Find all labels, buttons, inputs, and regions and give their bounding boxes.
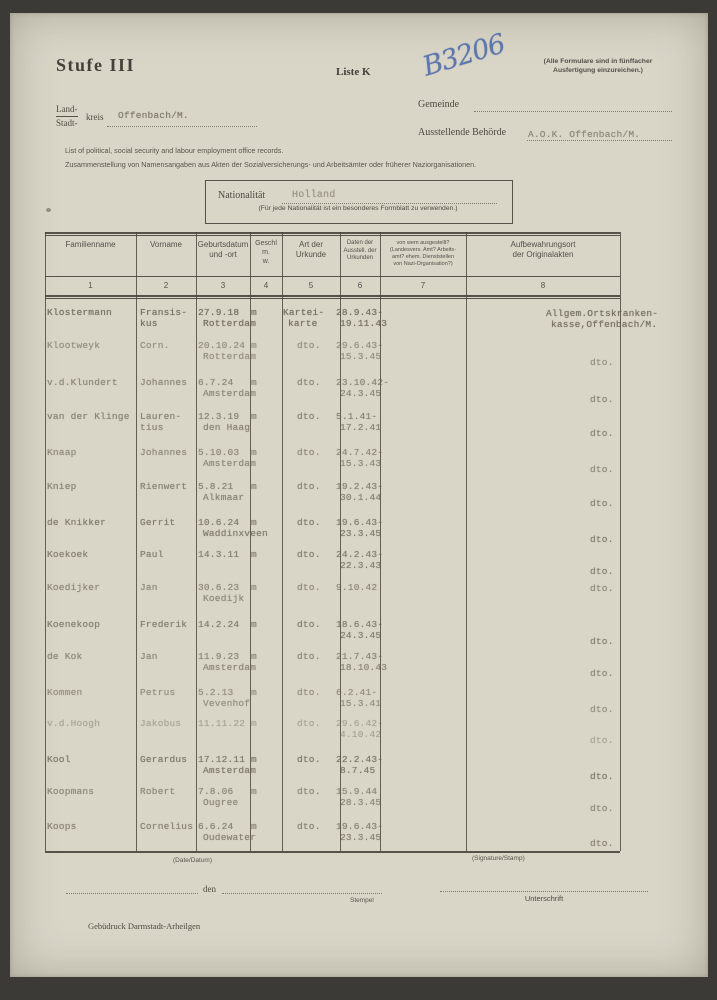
cell-art-der-urkunde: dto. — [297, 377, 321, 388]
cell-aufbewahrungsort: dto. — [590, 803, 614, 814]
gemeinde-label: Gemeinde — [418, 99, 460, 110]
cell-geschlecht: m — [251, 687, 257, 698]
cell-daten: 19.2.43- — [336, 481, 384, 492]
cell-geschlecht: m — [251, 582, 257, 593]
cell-geburtsdatum-ort: 11.9.23 — [198, 651, 240, 662]
cell-geburtsdatum-ort: 5.8.21 — [198, 481, 234, 492]
column-header: Aufbewahrungsort der Originalakten — [510, 240, 576, 259]
signature-line — [440, 890, 648, 892]
cell-geburtsdatum-ort: 12.3.19 — [198, 411, 240, 422]
den-label: den — [203, 884, 216, 894]
behoerde-typed-value: A.O.K. Offenbach/M. — [528, 129, 641, 140]
cell-art-der-urkunde: dto. — [297, 517, 321, 528]
cell-daten: 19.6.43- — [336, 517, 384, 528]
copies-note-line1: (Alle Formulare sind in fünffacher — [543, 58, 653, 65]
land-label: Land- — [56, 103, 78, 117]
cell-geschlecht: m — [251, 549, 257, 560]
cell-familienname: Koedijker — [47, 582, 101, 593]
cell-vorname: Jan — [140, 582, 158, 593]
cell-geburtsdatum-ort: 6.7.24 — [198, 377, 234, 388]
cell-art-der-urkunde: dto. — [297, 411, 321, 422]
cell-aufbewahrungsort: dto. — [590, 357, 614, 368]
cell-geburtsdatum-ort: Rotterdam — [203, 318, 257, 329]
cell-daten: 28.9.43- — [336, 307, 384, 318]
cell-geburtsdatum-ort: Vevenhof — [203, 698, 251, 709]
table-column-rule — [282, 232, 283, 851]
cell-daten: 24.7.42- — [336, 447, 384, 458]
cell-art-der-urkunde: dto. — [297, 718, 321, 729]
cell-familienname: Koops — [47, 821, 77, 832]
column-header: Art der Urkunde — [295, 240, 327, 259]
stempel-label: Stempel — [350, 897, 374, 904]
cell-vorname: kus — [140, 318, 158, 329]
cell-vorname: Gerardus — [140, 754, 188, 765]
printer-imprint: Gebüdruck Darmstadt-Arheilgen — [88, 921, 201, 931]
cell-art-der-urkunde: dto. — [297, 447, 321, 458]
cell-geburtsdatum-ort: Koedijk — [203, 593, 245, 604]
cell-art-der-urkunde: dto. — [297, 481, 321, 492]
cell-familienname: Koopmans — [47, 786, 95, 797]
cell-aufbewahrungsort: dto. — [590, 566, 614, 577]
cell-familienname: Kniep — [47, 481, 77, 492]
column-header: von wem ausgestellt? (Landesvers. Amt? Arbeits- amt? ehem. Dienststellen von Nazi-Organisation?) — [389, 240, 457, 267]
cell-aufbewahrungsort: Allgem.Ortskranken- — [546, 308, 659, 319]
cell-geschlecht: m — [251, 786, 257, 797]
cell-vorname: Gerrit — [140, 517, 176, 528]
cell-daten: 18.6.43- — [336, 619, 384, 630]
column-number: 7 — [420, 281, 426, 290]
cell-geschlecht: m — [251, 411, 257, 422]
cell-daten: 4.10.42 — [340, 729, 382, 740]
cell-familienname: Koenekoop — [47, 619, 101, 630]
column-header: Familienname — [65, 240, 116, 249]
table-column-rule — [196, 232, 197, 851]
cell-aufbewahrungsort: dto. — [590, 498, 614, 509]
cell-art-der-urkunde: karte — [288, 318, 318, 329]
cell-daten: 29.6.43- — [336, 340, 384, 351]
table-column-rule — [45, 232, 46, 851]
cell-aufbewahrungsort: dto. — [590, 464, 614, 475]
cell-art-der-urkunde: Kartei- — [283, 307, 325, 318]
cell-daten: 24.2.43- — [336, 549, 384, 560]
cell-daten: 15.3.43 — [340, 458, 382, 469]
column-number: 5 — [308, 281, 314, 290]
nationality-label: Nationalität — [218, 190, 266, 201]
table-column-rule — [136, 232, 137, 851]
cell-aufbewahrungsort: dto. — [590, 735, 614, 746]
kreis-label: kreis — [86, 112, 104, 122]
behoerde-label: Ausstellende Behörde — [418, 127, 507, 138]
cell-vorname: Paul — [140, 549, 164, 560]
stufe-heading: Stufe III — [56, 55, 136, 75]
nationality-dotted-line — [282, 202, 497, 204]
cell-daten: 5.1.41- — [336, 411, 378, 422]
cell-daten: 19.6.43- — [336, 821, 384, 832]
cell-familienname: van der Klinge — [47, 411, 130, 422]
kreis-dotted-line — [107, 125, 257, 127]
cell-geburtsdatum-ort: Waddinxveen — [203, 528, 268, 539]
cell-vorname: tius — [140, 422, 164, 433]
cell-geburtsdatum-ort: 10.6.24 — [198, 517, 240, 528]
cell-geschlecht: m — [251, 517, 257, 528]
cell-aufbewahrungsort: dto. — [590, 838, 614, 849]
cell-geschlecht: m — [251, 340, 257, 351]
cell-art-der-urkunde: dto. — [297, 619, 321, 630]
cell-familienname: de Kok — [47, 651, 83, 662]
nationality-typed-value: Holland — [292, 190, 336, 201]
cell-familienname: Kommen — [47, 687, 83, 698]
cell-art-der-urkunde: dto. — [297, 582, 321, 593]
cell-vorname: Corn. — [140, 340, 170, 351]
stadt-label: Stadt- — [56, 117, 78, 128]
cell-geburtsdatum-ort: Amsterdam — [203, 388, 257, 399]
ink-blot — [46, 208, 51, 212]
cell-geschlecht: m — [251, 481, 257, 492]
date-caption: (Date/Datum) — [173, 857, 213, 864]
subtitle-german: Zusammenstellung von Namensangaben aus Akten der Sozialversicherungs- und Arbeitsämter oder früherer Naziorganisationen. — [65, 160, 477, 169]
cell-familienname: Klootweyk — [47, 340, 101, 351]
cell-aufbewahrungsort: dto. — [590, 668, 614, 679]
cell-art-der-urkunde: dto. — [297, 786, 321, 797]
cell-familienname: v.d.Hoogh — [47, 718, 101, 729]
cell-geschlecht: m — [251, 377, 257, 388]
kreis-type-label — [56, 103, 78, 129]
table-rule — [45, 851, 620, 853]
column-number: 1 — [88, 281, 93, 290]
cell-familienname: de Knikker — [47, 517, 107, 528]
cell-aufbewahrungsort: dto. — [590, 771, 614, 782]
table-rule — [45, 232, 620, 234]
cell-geburtsdatum-ort: 27.9.18 — [198, 307, 240, 318]
column-number: 3 — [220, 281, 226, 290]
handwritten-number: B3206 — [419, 28, 509, 83]
cell-daten: 22.3.43 — [340, 560, 382, 571]
cell-aufbewahrungsort: dto. — [590, 394, 614, 405]
table-rule — [45, 276, 620, 277]
cell-geburtsdatum-ort: 17.12.11 — [198, 754, 246, 765]
cell-daten: 15.3.45 — [340, 351, 382, 362]
cell-daten: 21.7.43- — [336, 651, 384, 662]
signature-caption: (Signature/Stamp) — [472, 855, 525, 862]
unterschrift-label: Unterschrift — [524, 894, 564, 903]
cell-daten: 24.3.45 — [340, 630, 382, 641]
cell-geburtsdatum-ort: Oudewater — [203, 832, 257, 843]
cell-geschlecht: m — [251, 718, 257, 729]
cell-aufbewahrungsort: kasse,Offenbach/M. — [551, 319, 658, 330]
cell-geburtsdatum-ort: Amsterdam — [203, 662, 257, 673]
cell-geschlecht: m — [251, 754, 257, 765]
column-number: 4 — [263, 281, 269, 290]
cell-daten: 24.3.45 — [340, 388, 382, 399]
cell-geburtsdatum-ort: 5.10.03 — [198, 447, 240, 458]
cell-aufbewahrungsort: dto. — [590, 704, 614, 715]
nationality-note: (Für jede Nationalität ist ein besonderes Formblatt zu verwenden.) — [258, 205, 458, 212]
cell-familienname: Klostermann — [47, 307, 112, 318]
cell-daten: 8.7.45 — [340, 765, 376, 776]
column-header: Geschl m. w. — [255, 240, 277, 265]
cell-art-der-urkunde: dto. — [297, 821, 321, 832]
cell-familienname: Knaap — [47, 447, 77, 458]
cell-aufbewahrungsort: dto. — [590, 534, 614, 545]
cell-daten: 23.3.45 — [340, 528, 382, 539]
liste-heading: Liste K — [336, 66, 371, 78]
cell-geschlecht: m — [251, 307, 257, 318]
gemeinde-dotted-line — [474, 110, 672, 112]
cell-daten: 15.3.41 — [340, 698, 382, 709]
cell-geburtsdatum-ort: 14.3.11 — [198, 549, 240, 560]
cell-geburtsdatum-ort: Ougree — [203, 797, 239, 808]
cell-familienname: Kool — [47, 754, 71, 765]
cell-vorname: Jakobus — [140, 718, 182, 729]
cell-daten: 18.10.43 — [340, 662, 388, 673]
cell-geburtsdatum-ort: 14.2.24 — [198, 619, 240, 630]
cell-vorname: Cornelius — [140, 821, 194, 832]
copies-note-line2: Ausfertigung einzureichen.) — [553, 66, 643, 74]
cell-geburtsdatum-ort: 20.10.24 — [198, 340, 246, 351]
cell-aufbewahrungsort: dto. — [590, 428, 614, 439]
cell-art-der-urkunde: dto. — [297, 687, 321, 698]
cell-daten: 17.2.41 — [340, 422, 382, 433]
table-rule — [45, 295, 620, 297]
kreis-typed-value: Offenbach/M. — [118, 110, 189, 121]
table-rule — [45, 298, 620, 299]
column-number: 8 — [540, 281, 546, 290]
cell-daten: 23.3.45 — [340, 832, 382, 843]
table-column-rule — [466, 232, 467, 851]
cell-geburtsdatum-ort: 30.6.23 — [198, 582, 240, 593]
cell-familienname: v.d.Klundert — [47, 377, 118, 388]
cell-geschlecht: m — [251, 651, 257, 662]
column-header: Daten der Ausstell. der Urkunden — [343, 240, 377, 261]
cell-geburtsdatum-ort: Amsterdam — [203, 458, 257, 469]
cell-daten: 22.2.43- — [336, 754, 384, 765]
cell-daten: 15.9.44 — [336, 786, 378, 797]
cell-aufbewahrungsort: dto. — [590, 636, 614, 647]
place-dotted-line — [66, 892, 198, 894]
cell-vorname: Petrus — [140, 687, 176, 698]
cell-geschlecht: m — [251, 821, 257, 832]
cell-familienname: Koekoek — [47, 549, 89, 560]
cell-geburtsdatum-ort: den Haag — [203, 422, 251, 433]
cell-art-der-urkunde: dto. — [297, 340, 321, 351]
column-number: 2 — [163, 281, 169, 290]
cell-vorname: Jan — [140, 651, 158, 662]
cell-geburtsdatum-ort: 6.6.24 — [198, 821, 234, 832]
cell-art-der-urkunde: dto. — [297, 754, 321, 765]
copies-note — [519, 58, 677, 76]
cell-daten: 28.3.45 — [340, 797, 382, 808]
cell-vorname: Robert — [140, 786, 176, 797]
table-rule — [45, 235, 620, 236]
column-header: Vorname — [149, 240, 183, 249]
cell-geburtsdatum-ort: 5.2.13 — [198, 687, 234, 698]
cell-geburtsdatum-ort: Rotterdam — [203, 351, 257, 362]
cell-geburtsdatum-ort: 11.11.22 — [198, 718, 246, 729]
cell-aufbewahrungsort: dto. — [590, 583, 614, 594]
cell-vorname: Johannes — [140, 447, 188, 458]
cell-geschlecht: m — [251, 619, 257, 630]
cell-geburtsdatum-ort: Alkmaar — [203, 492, 245, 503]
cell-daten: 30.1.44 — [340, 492, 382, 503]
cell-vorname: Johannes — [140, 377, 188, 388]
cell-geschlecht: m — [251, 447, 257, 458]
cell-vorname: Fransis- — [140, 307, 188, 318]
cell-vorname: Rienwert — [140, 481, 188, 492]
cell-art-der-urkunde: dto. — [297, 651, 321, 662]
cell-geburtsdatum-ort: 7.8.06 — [198, 786, 234, 797]
cell-daten: 6.2.41- — [336, 687, 378, 698]
column-header: Geburtsdatum und -ort — [197, 240, 249, 259]
cell-geburtsdatum-ort: Amsterdam — [203, 765, 257, 776]
cell-daten: 23.10.42- — [336, 377, 390, 388]
date-dotted-line — [222, 892, 382, 894]
cell-daten: 29.6.42- — [336, 718, 384, 729]
column-number: 6 — [357, 281, 363, 290]
cell-vorname: Lauren- — [140, 411, 182, 422]
cell-daten: 9.10.42 — [336, 582, 378, 593]
cell-vorname: Frederik — [140, 619, 188, 630]
subtitle-english: List of political, social security and labour employment office records. — [65, 146, 284, 155]
cell-art-der-urkunde: dto. — [297, 549, 321, 560]
cell-daten: 19.11.43 — [340, 318, 388, 329]
